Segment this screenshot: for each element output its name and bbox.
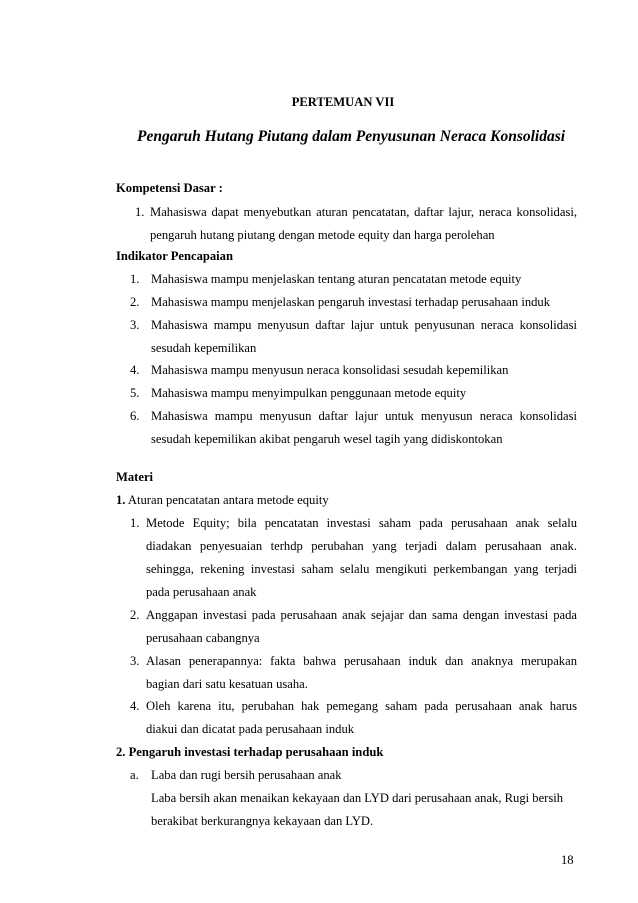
materi-item-number: 4. bbox=[130, 699, 140, 713]
materi-item-line: pada perusahaan anak bbox=[146, 585, 257, 599]
materi-item-line: Oleh karena itu, perubahan hak pemegang saham pada perusahaan anak harus bbox=[146, 699, 577, 713]
materi-subitem-line: Laba dan rugi bersih perusahaan anak bbox=[151, 768, 342, 782]
materi-item-number: 1. bbox=[130, 516, 140, 530]
kompetensi-item-number: 1. bbox=[135, 205, 145, 219]
materi-heading: Materi bbox=[116, 470, 154, 484]
materi-subitem-line: Laba bersih akan menaikan kekayaan dan LYD dari perusahaan anak, Rugi bersih bbox=[151, 791, 564, 805]
materi-section1-text: Aturan pencatatan antara metode equity bbox=[125, 493, 329, 507]
materi-section1-title bbox=[116, 492, 329, 508]
indikator-item-number: 4. bbox=[130, 363, 140, 377]
indikator-item-line: Mahasiswa mampu menyusun daftar lajur untuk menyusun neraca konsolidasi bbox=[151, 409, 577, 423]
materi-item-line: sehingga, rekening investasi saham selalu mengikuti perkembangan yang terjadi bbox=[146, 562, 577, 576]
document-title: Pengaruh Hutang Piutang dalam Penyusunan Neraca Konsolidasi bbox=[137, 128, 566, 145]
indikator-item-number: 3. bbox=[130, 318, 140, 332]
materi-section2-title: 2. Pengaruh investasi terhadap perusahaan induk bbox=[116, 745, 384, 759]
kompetensi-heading: Kompetensi Dasar : bbox=[116, 181, 223, 195]
indikator-item-line: Mahasiswa mampu menyusun neraca konsolidasi sesudah kepemilikan bbox=[151, 363, 509, 377]
materi-item-line: diadakan penyesuaian terhdp perubahan yang terjadi dalam perusahaan anak. bbox=[146, 539, 577, 553]
materi-item-number: 3. bbox=[130, 654, 140, 668]
indikator-item-number: 5. bbox=[130, 386, 140, 400]
indikator-item-number: 2. bbox=[130, 295, 140, 309]
materi-item-line: bagian dari satu kesatuan usaha. bbox=[146, 677, 308, 691]
indikator-item-number: 1. bbox=[130, 272, 140, 286]
materi-item-number: 2. bbox=[130, 608, 140, 622]
indikator-item-line: Mahasiswa mampu menjelaskan pengaruh investasi terhadap perusahaan induk bbox=[151, 295, 551, 309]
materi-item-line: Metode Equity; bila pencatatan investasi saham pada perusahaan anak selalu bbox=[146, 516, 577, 530]
kompetensi-item-line: pengaruh hutang piutang dengan metode equity dan harga perolehan bbox=[150, 228, 495, 242]
materi-subitem-line: berakibat berkurangnya kekayaan dan LYD. bbox=[151, 814, 374, 828]
indikator-item-line: Mahasiswa mampu menjelaskan tentang aturan pencatatan metode equity bbox=[151, 272, 522, 286]
materi-item-line: perusahaan cabangnya bbox=[146, 631, 260, 645]
materi-section1-number: 1. bbox=[116, 493, 126, 507]
indikator-heading: Indikator Pencapaian bbox=[116, 249, 233, 263]
materi-item-line: Anggapan investasi pada perusahaan anak sejajar dan sama dengan investasi pada bbox=[146, 608, 577, 622]
materi-item-line: Alasan penerapannya: fakta bahwa perusahaan induk dan anaknya merupakan bbox=[146, 654, 577, 668]
indikator-item-line: Mahasiswa mampu menyimpulkan penggunaan metode equity bbox=[151, 386, 467, 400]
meeting-header: PERTEMUAN VII bbox=[291, 95, 395, 109]
indikator-item-line: Mahasiswa mampu menyusun daftar lajur untuk penyusunan neraca konsolidasi bbox=[151, 318, 577, 332]
indikator-item-number: 6. bbox=[130, 409, 140, 423]
indikator-item-line: sesudah kepemilikan bbox=[151, 341, 257, 355]
page-number: 18 bbox=[561, 853, 574, 867]
indikator-item-line: sesudah kepemilikan akibat pengaruh wesel tagih yang didiskontokan bbox=[151, 432, 503, 446]
kompetensi-item-line: Mahasiswa dapat menyebutkan aturan pencatatan, daftar lajur, neraca konsolidasi, bbox=[150, 205, 577, 219]
materi-subitem-letter: a. bbox=[130, 768, 139, 782]
materi-item-line: diakui dan dicatat pada perusahaan induk bbox=[146, 722, 355, 736]
